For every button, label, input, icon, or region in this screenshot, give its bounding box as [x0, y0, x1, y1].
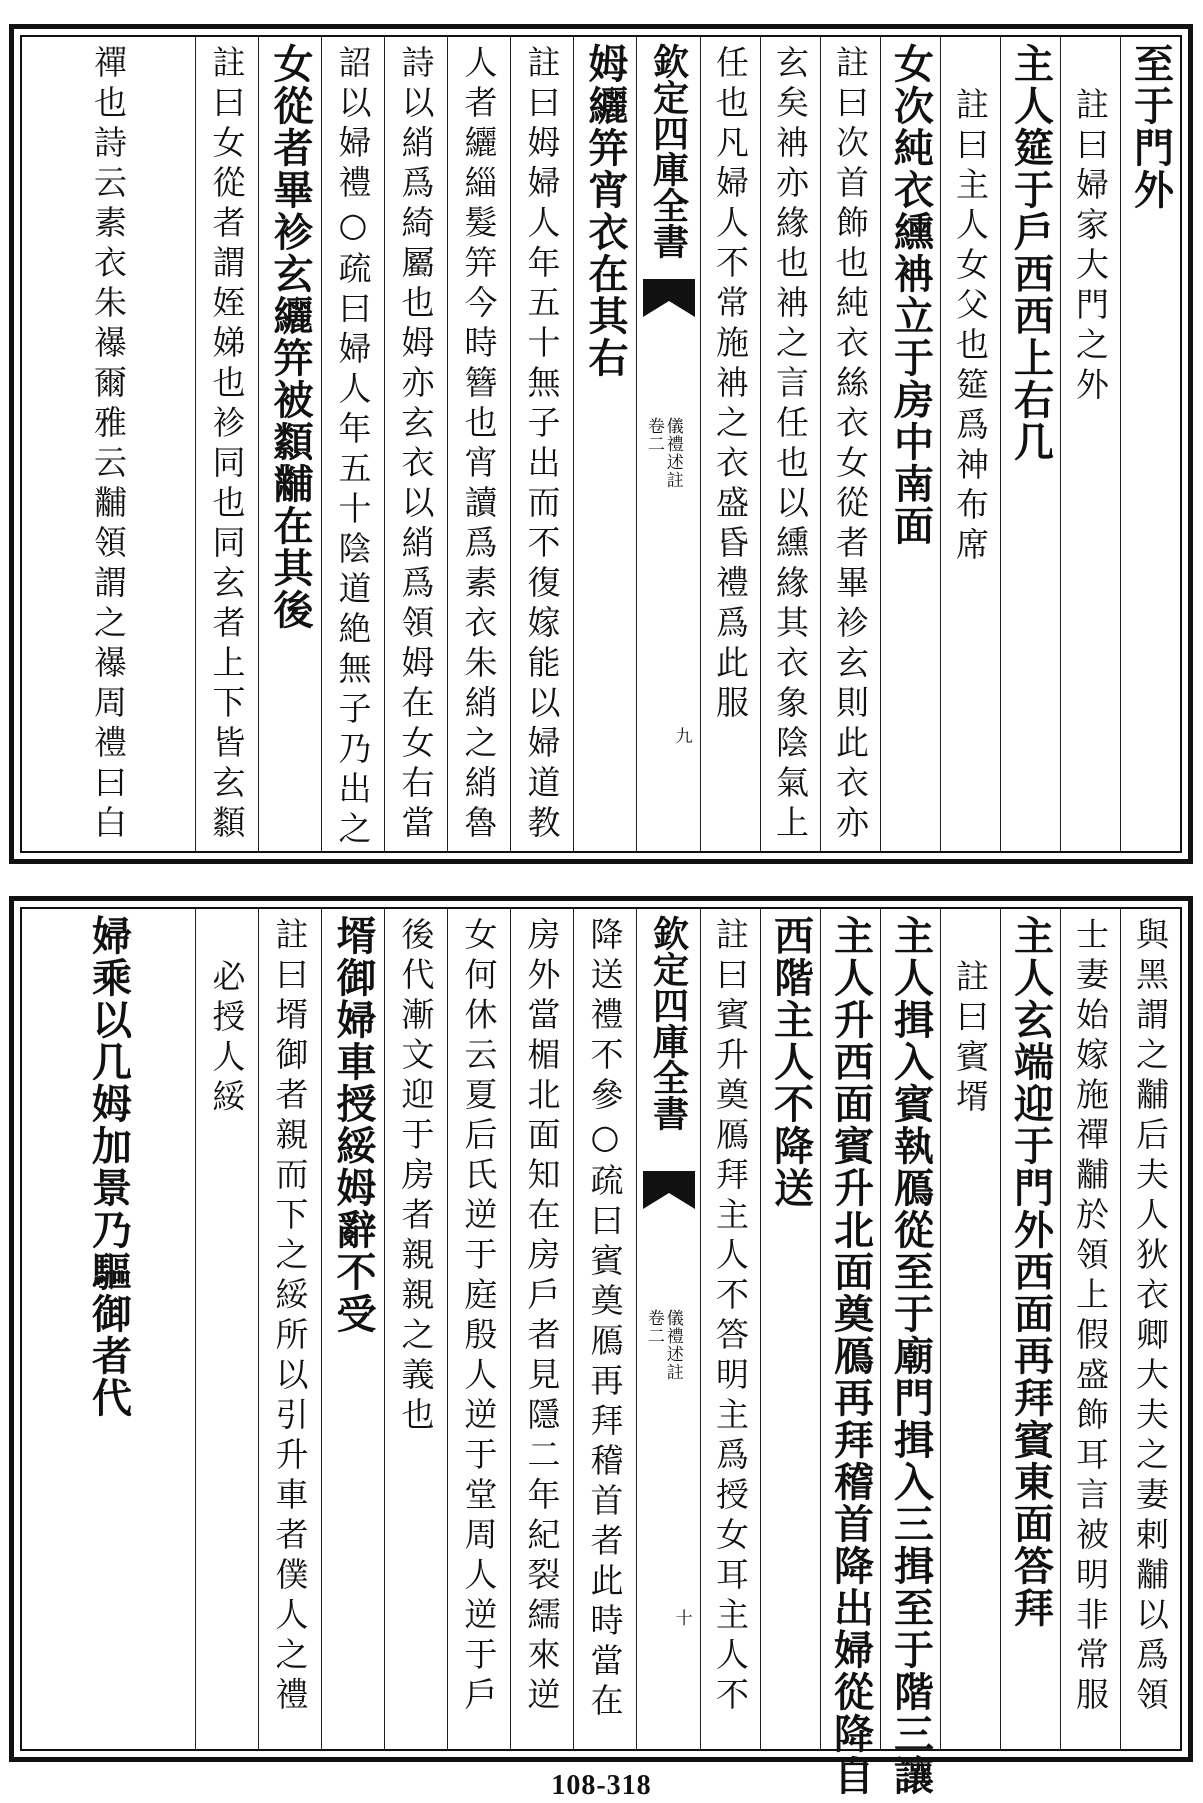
note-text-column: 註曰賓升奠鴈拜主人不答明主爲授女耳主人不: [711, 917, 750, 1717]
bottom-col-r6: [820, 909, 880, 1797]
main-text-column: 主人揖入賓執鴈從至于廟門揖入三揖至于階三讓: [887, 915, 935, 1797]
note-text-column: 註曰次首飾也純衣絲衣女從者畢袗玄則此衣亦: [831, 45, 870, 845]
note-text-column: 女何休云夏后氏逆于庭殷人逆于堂周人逆于戶: [459, 917, 499, 1717]
main-text-column: 姆纚笄宵衣在其右: [582, 43, 629, 379]
bottom-col-r4: [940, 909, 1000, 1749]
top-col-r6: [820, 37, 880, 851]
top-half-page: [9, 24, 1193, 864]
bottom-col-l3: [447, 909, 510, 1749]
note-text-column: 人者纚緇髮笄今時簪也宵讀爲素衣朱綃之綃魯: [459, 45, 499, 845]
bottom-col-l4: [384, 909, 447, 1749]
note-text-column: 註曰女從者謂姪娣也袗同也同玄者上下皆玄纇: [207, 45, 247, 845]
bottom-col-r2: [1060, 909, 1120, 1749]
bottom-col-r1: [1120, 909, 1180, 1749]
top-col-l1: [573, 37, 636, 851]
top-col-l6: [258, 37, 321, 851]
main-text-column: 主人升西面賓升北面奠鴈再拜稽首降出婦從降自: [827, 915, 875, 1797]
note-text-column: 註曰姆婦人年五十無子出而不復嫁能以婦道教: [522, 45, 562, 845]
top-col-l5: [321, 37, 384, 851]
page-number: 十: [671, 1609, 692, 1626]
main-text-column: 女從者畢袗玄纚笄被纇黼在其後: [267, 43, 314, 631]
top-col-l3: [447, 37, 510, 851]
note-text-column: 後代漸文迎于房者親親之義也: [396, 917, 436, 1437]
note-text-column: 註曰主人女父也筵爲神布席: [951, 87, 990, 567]
note-text-column: 任也凡婦人不常施袡之衣盛昏禮爲此服: [711, 45, 750, 725]
top-col-l2: [510, 37, 573, 851]
top-center-fold: [636, 37, 700, 851]
book-name: 儀禮述註: [662, 417, 683, 489]
fishtail-mark-icon: [643, 1171, 695, 1209]
note-text-column: 詔以婦禮○疏曰婦人年五十陰道絶無子乃出之: [333, 45, 373, 851]
bottom-col-l7: [195, 909, 258, 1749]
note-text-column: 玄矣袡亦緣也袡之言任也以纁緣其衣象陰氣上: [771, 45, 810, 845]
bottom-col-r5: [880, 909, 940, 1797]
top-col-r5: [880, 37, 940, 851]
note-text-column: 降送禮不參○疏曰賓奠鴈再拜稽首者此時當在: [585, 917, 625, 1723]
main-text-column: 西階主人不降送: [767, 915, 815, 1209]
page-number: 九: [671, 727, 692, 744]
bottom-col-r3: [1000, 909, 1060, 1749]
top-col-r3: [1000, 37, 1060, 851]
note-text-column: 必授人綏: [207, 959, 247, 1119]
top-col-r7: [760, 37, 820, 851]
volume-label: 卷二: [643, 1309, 664, 1345]
note-text-column: 註曰婦家大門之外: [1071, 87, 1110, 407]
bottom-col-l5: [321, 909, 384, 1749]
book-title: 欽定四庫全書: [647, 43, 690, 259]
main-text-column: 婦乘以几姆加景乃驅御者代: [85, 915, 133, 1419]
top-col-l8: [22, 37, 195, 851]
volume-label: 卷二: [643, 417, 664, 453]
bottom-center-fold: [636, 909, 700, 1749]
note-text-column: 註曰壻御者親而下之綏所以引升車者僕人之禮: [270, 917, 310, 1717]
top-col-r8: [700, 37, 760, 851]
page-footer-number: 108-318: [551, 1770, 652, 1801]
main-text-column: 女次純衣纁袡立于房中南面: [887, 43, 935, 547]
top-col-r1: [1120, 37, 1180, 851]
bottom-col-r7: [760, 909, 820, 1749]
top-col-l4: [384, 37, 447, 851]
bottom-col-l6: [258, 909, 321, 1749]
note-text-column: 禪也詩云素衣朱襮爾雅云黼領謂之襮周禮曰白: [89, 45, 128, 845]
note-text-column: 士妻始嫁施禪黼於領上假盛飾耳言被明非常服: [1071, 917, 1110, 1717]
main-text-column: 壻御婦車授綏姆辭不受: [330, 915, 377, 1335]
note-text-column: 與黑謂之黼后夫人狄衣卿大夫之妻剌黼以爲領: [1131, 917, 1170, 1717]
book-title: 欽定四庫全書: [647, 915, 690, 1131]
top-text-frame: [20, 35, 1182, 853]
note-text-column: 房外當楣北面知在房戶者見隱二年紀裂繻來逆: [522, 917, 562, 1717]
top-col-r4: [940, 37, 1000, 851]
bottom-col-l1: [573, 909, 636, 1749]
note-text-column: 詩以綃爲綺屬也姆亦玄衣以綃爲領姆在女右當: [396, 45, 436, 845]
bottom-col-r8: [700, 909, 760, 1749]
fishtail-mark-icon: [643, 279, 695, 317]
bottom-col-l8: [22, 909, 195, 1749]
main-text-column: 主人筵于戶西西上右几: [1007, 43, 1055, 463]
book-name: 儀禮述註: [662, 1309, 683, 1381]
note-text-column: 註曰賓壻: [951, 959, 990, 1119]
main-text-column: 至于門外: [1127, 43, 1175, 211]
bottom-col-l2: [510, 909, 573, 1749]
main-text-column: 主人玄端迎于門外西面再拜賓東面答拜: [1007, 915, 1055, 1629]
top-col-l7: [195, 37, 258, 851]
top-col-r2: [1060, 37, 1120, 851]
